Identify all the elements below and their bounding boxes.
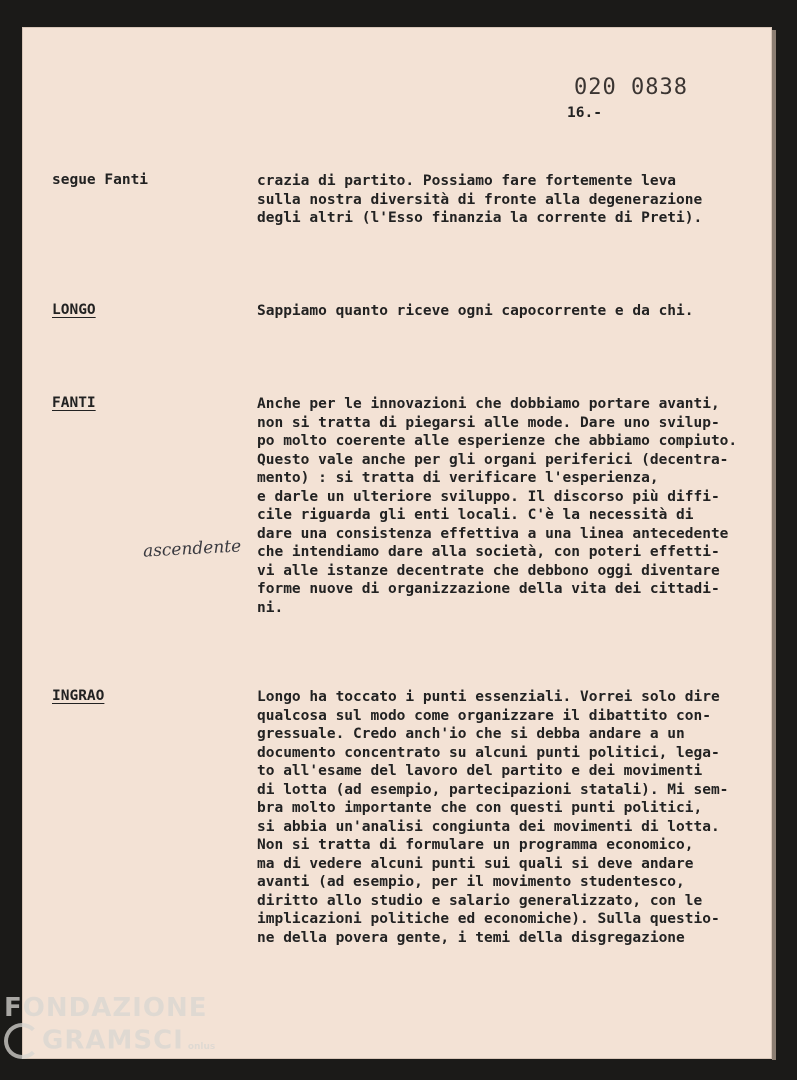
speaker-label: segue Fanti: [52, 172, 149, 188]
speech-text: Longo ha toccato i punti essenziali. Vorrei solo dire qualcosa sul modo come organizzare il dibattito con- gressuale. Credo anch'io che si debba andare a un documento concentrato su alcuni punti politici, lega- to all'esame del lavoro del partito e dei movimenti di lotta (ad esempio, partecipazioni statali). Mi sem- bra molto importante che con questi punti politici, si abbia un'analisi congiunta dei movimenti di lotta. Non si tratta di formulare un programma economico, ma di vedere alcuni punti sui quali si deve andare avanti (ad esempio, per il movimento studentesco, diritto allo studio e salario generalizzato, con le implicazioni politiche ed economiche). Sulla questio- ne della povera gente, i temi della disgregazione: [257, 689, 729, 946]
speech-text: Sappiamo quanto riceve ogni capocorrente e da chi.: [257, 303, 694, 319]
speaker-label: INGRAO: [52, 688, 105, 704]
g-logo-icon: [4, 1023, 40, 1059]
page-number: 16.-: [567, 105, 602, 121]
watermark-line1: FONDAZIONE: [4, 993, 208, 1023]
handwritten-annotation: ascendente: [142, 536, 242, 562]
document-page: [22, 27, 772, 1059]
speech-text: Anche per le innovazioni che dobbiamo portare avanti, non si tratta di piegarsi alle mode. Dare uno svilup- po molto coerente alle esperienze che abbiamo compiuto. Questo vale anche per gli organi periferici (decentra- mento) : si tratta di verificare l'esperienza, e darle un ulteriore sviluppo. Il discorso più diffi- cile riguarda gli enti locali. C'è la necessità di dare una consistenza effettiva a una linea antecedente che intendiamo dare alla società, con poteri effetti- vi alle istanze decentrate che debbono oggi diventare forme nuove di organizzazione della vita dei cittadi- ni.: [257, 396, 738, 616]
watermark-line2: GRAMSCI: [42, 1025, 184, 1056]
fondazione-gramsci-logo: [4, 993, 215, 1062]
speech-text: crazia di partito. Possiamo fare fortemente leva sulla nostra diversità di fronte alla degenerazione degli altri (l'Esso finanzia la corrente di Preti).: [257, 173, 703, 226]
watermark-suffix: onlus: [187, 1041, 216, 1052]
speaker-label: FANTI: [52, 395, 96, 411]
archive-stamp: 020 0838: [574, 75, 688, 100]
speaker-label: LONGO: [52, 302, 96, 318]
page-edge: [772, 30, 776, 1060]
